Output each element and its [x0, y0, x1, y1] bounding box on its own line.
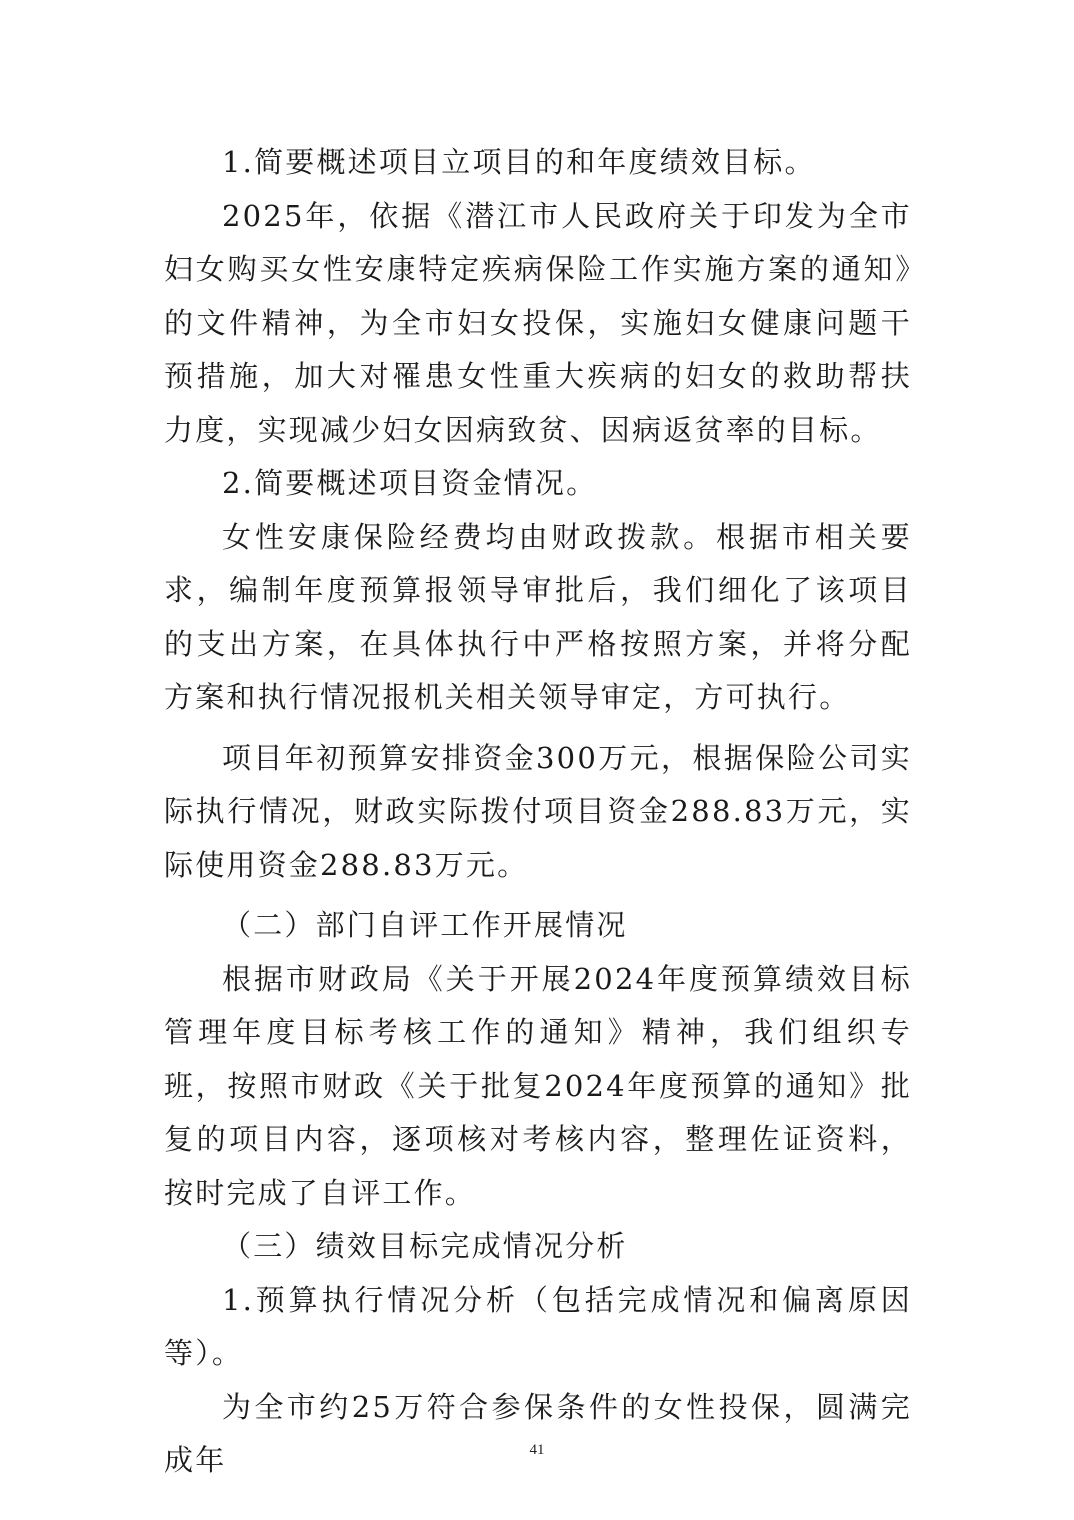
section-heading-self-evaluation: （二）部门自评工作开展情况: [222, 908, 628, 942]
body-text: [164, 136, 912, 1488]
paragraph-funding-amounts: 项目年初预算安排资金300万元，根据保险公司实际执行情况，财政实际拨付项目资金288.83万元，实际使用资金288.83万元。: [164, 740, 912, 882]
section-heading-performance-analysis: （三）绩效目标完成情况分析: [222, 1229, 628, 1263]
subheading-funding-overview: 2.简要概述项目资金情况。: [222, 466, 598, 500]
paragraph-funding-process: 女性安康保险经费均由财政拨款。根据市相关要求，编制年度预算报领导审批后，我们细化了该项目的支出方案，在具体执行中严格按照方案，并将分配方案和执行情况报机关相关领导审定，方可执行。: [164, 519, 912, 714]
paragraph-self-evaluation: 根据市财政局《关于开展2024年度预算绩效目标管理年度目标考核工作的通知》精神，我们组织专班，按照市财政《关于批复2024年度预算的通知》批复的项目内容，逐项核对考核内容，整理佐证资料，按时完成了自评工作。: [164, 961, 912, 1210]
paragraph-budget-execution: 为全市约25万符合参保条件的女性投保，圆满完成年: [164, 1389, 912, 1477]
page-number: 41: [529, 1442, 545, 1458]
paragraph-project-background: 2025年，依据《潜江市人民政府关于印发为全市妇女购买女性安康特定疾病保险工作实施方案的通知》的文件精神，为全市妇女投保，实施妇女健康问题干预措施，加大对罹患女性重大疾病的妇女的救助帮扶力度，实现减少妇女因病致贫、因病返贫率的目标。: [164, 198, 912, 447]
subheading-project-purpose: 1.简要概述项目立项目的和年度绩效目标。: [222, 145, 816, 179]
subheading-budget-execution: 1.预算执行情况分析（包括完成情况和偏离原因等）。: [164, 1282, 912, 1370]
